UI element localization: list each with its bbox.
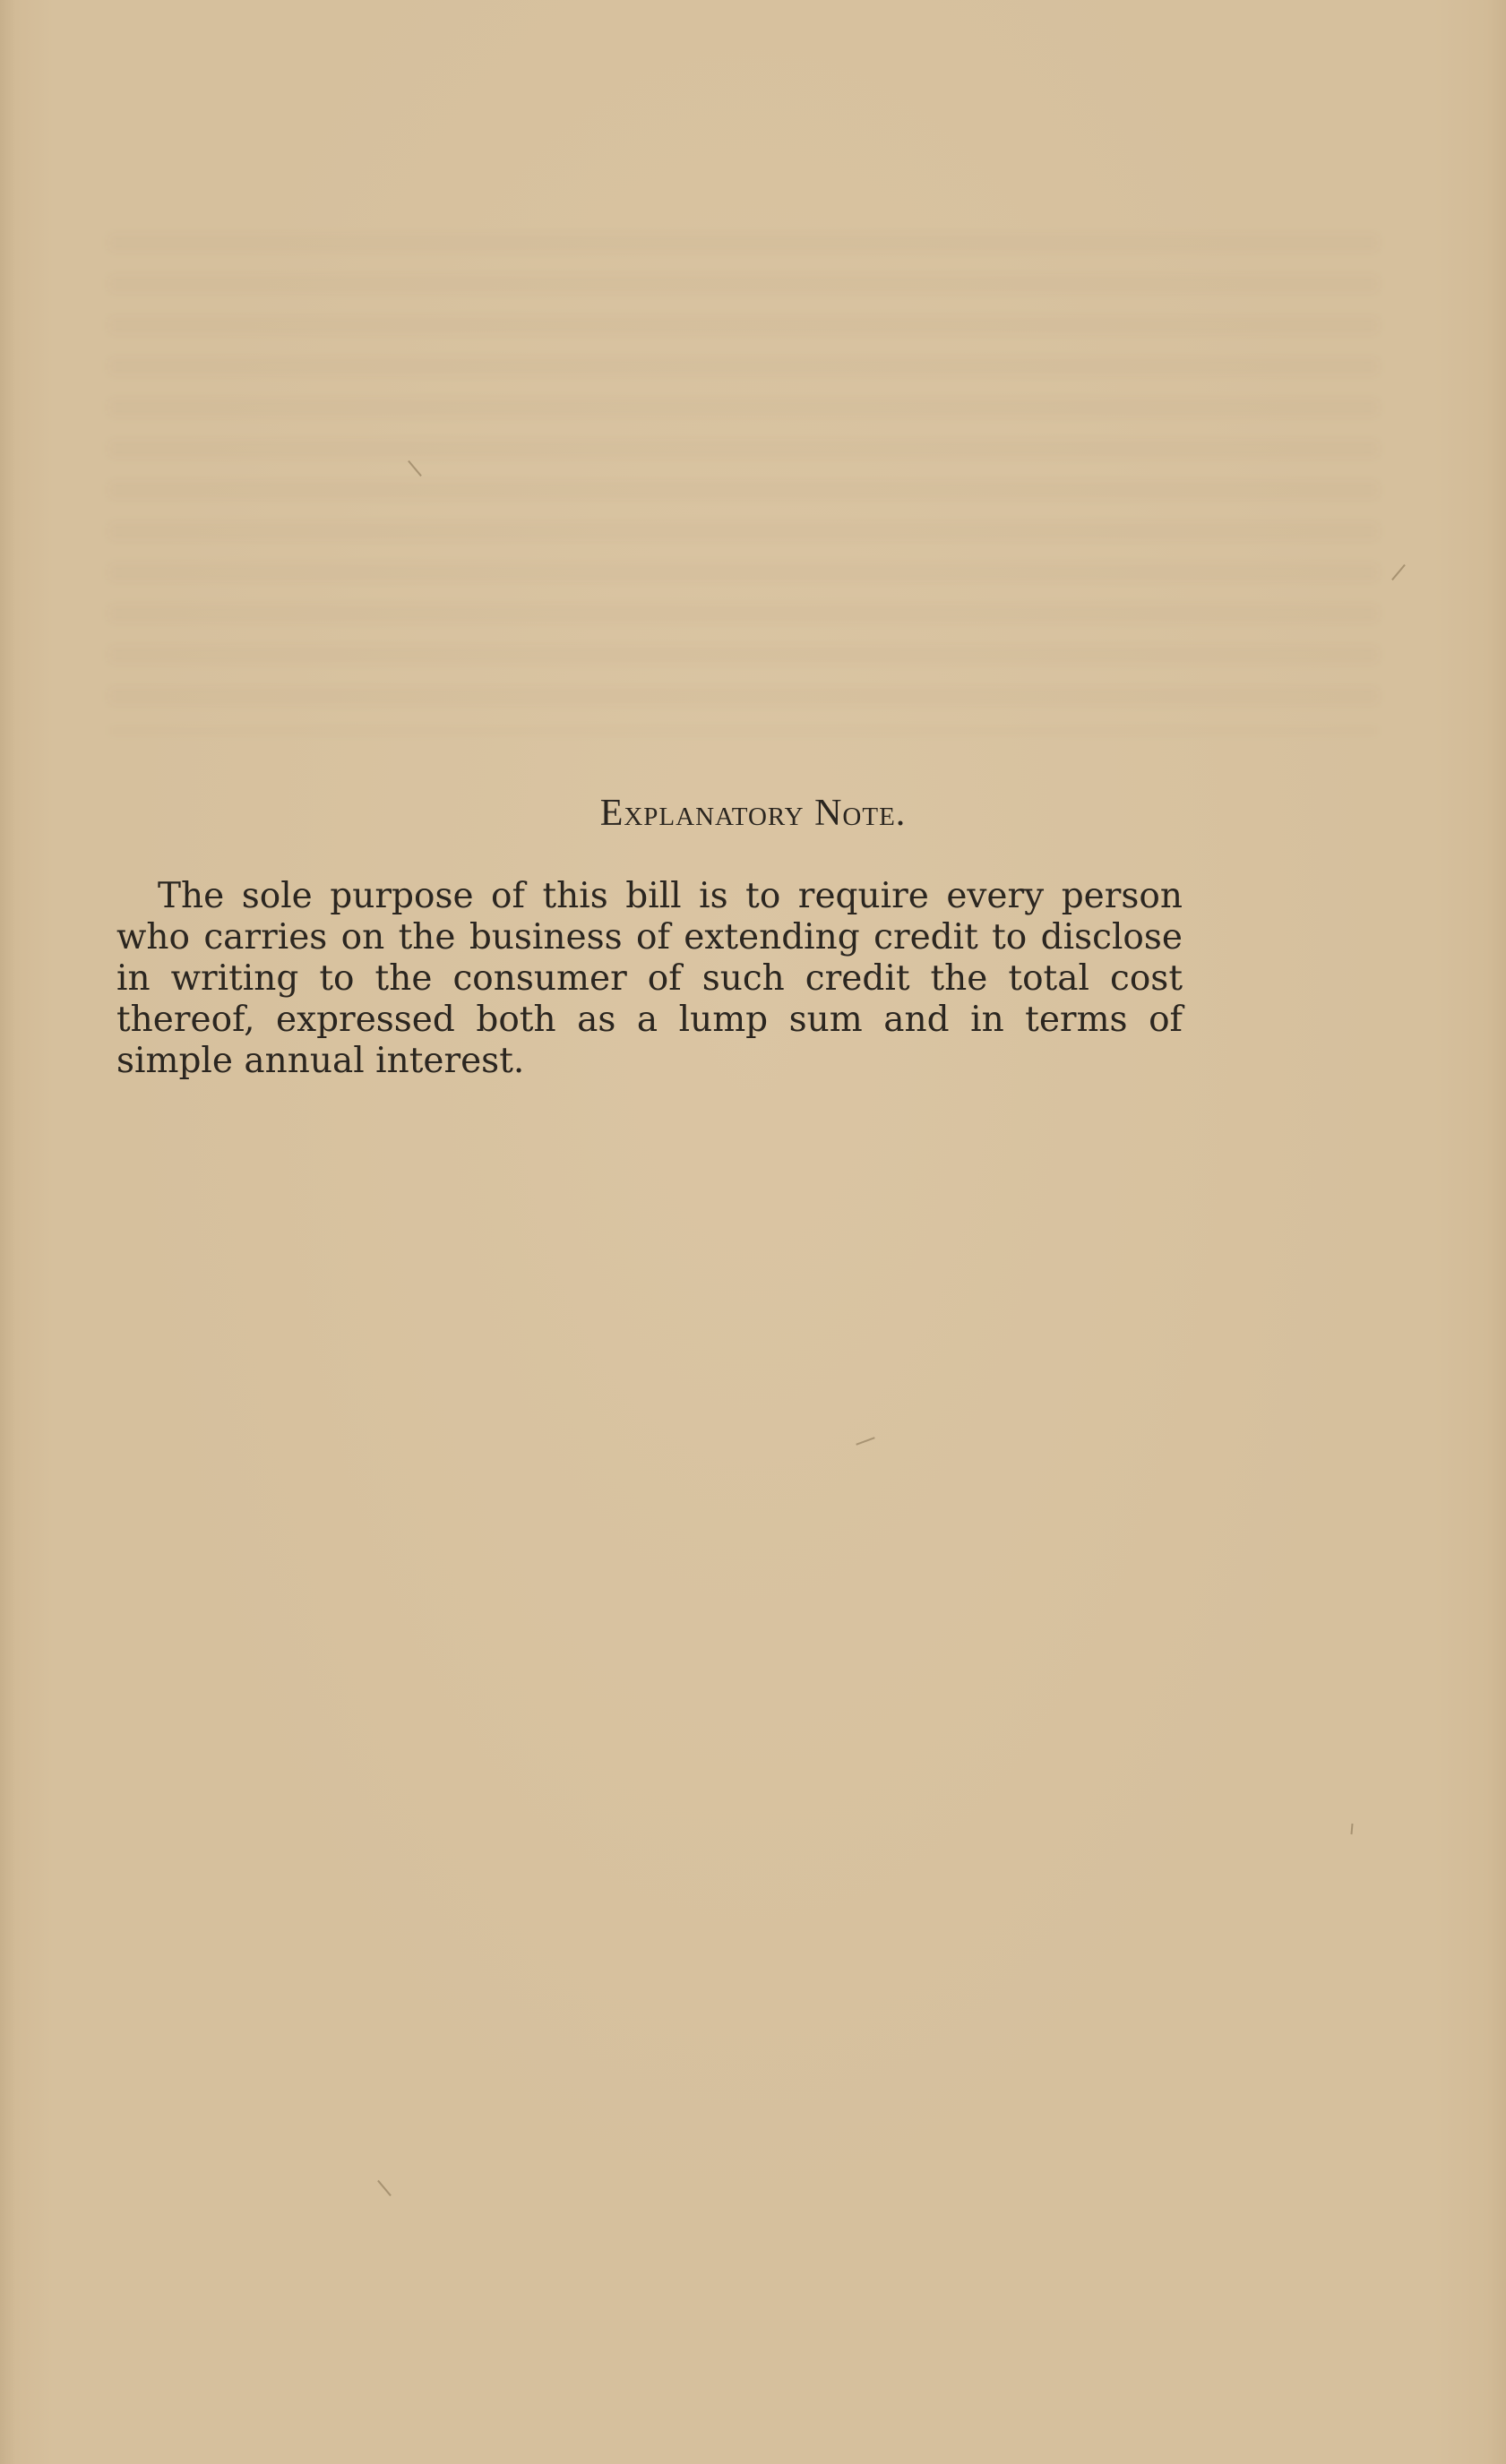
explanatory-note-paragraph: The sole purpose of this bill is to require every person who carries on the business of extending credit to disclose in writing to the consumer of such credit the total cost thereof, expressed both as a lump sum and in terms of simple annual interest. <box>116 876 1183 1081</box>
paper-fleck <box>856 1437 874 1445</box>
paper-fleck <box>1350 1824 1353 1834</box>
paper-fleck <box>1391 564 1406 580</box>
explanatory-note-heading: Explanatory Note. <box>599 793 907 834</box>
show-through-text <box>108 233 1380 734</box>
paper-fleck <box>377 2180 392 2196</box>
